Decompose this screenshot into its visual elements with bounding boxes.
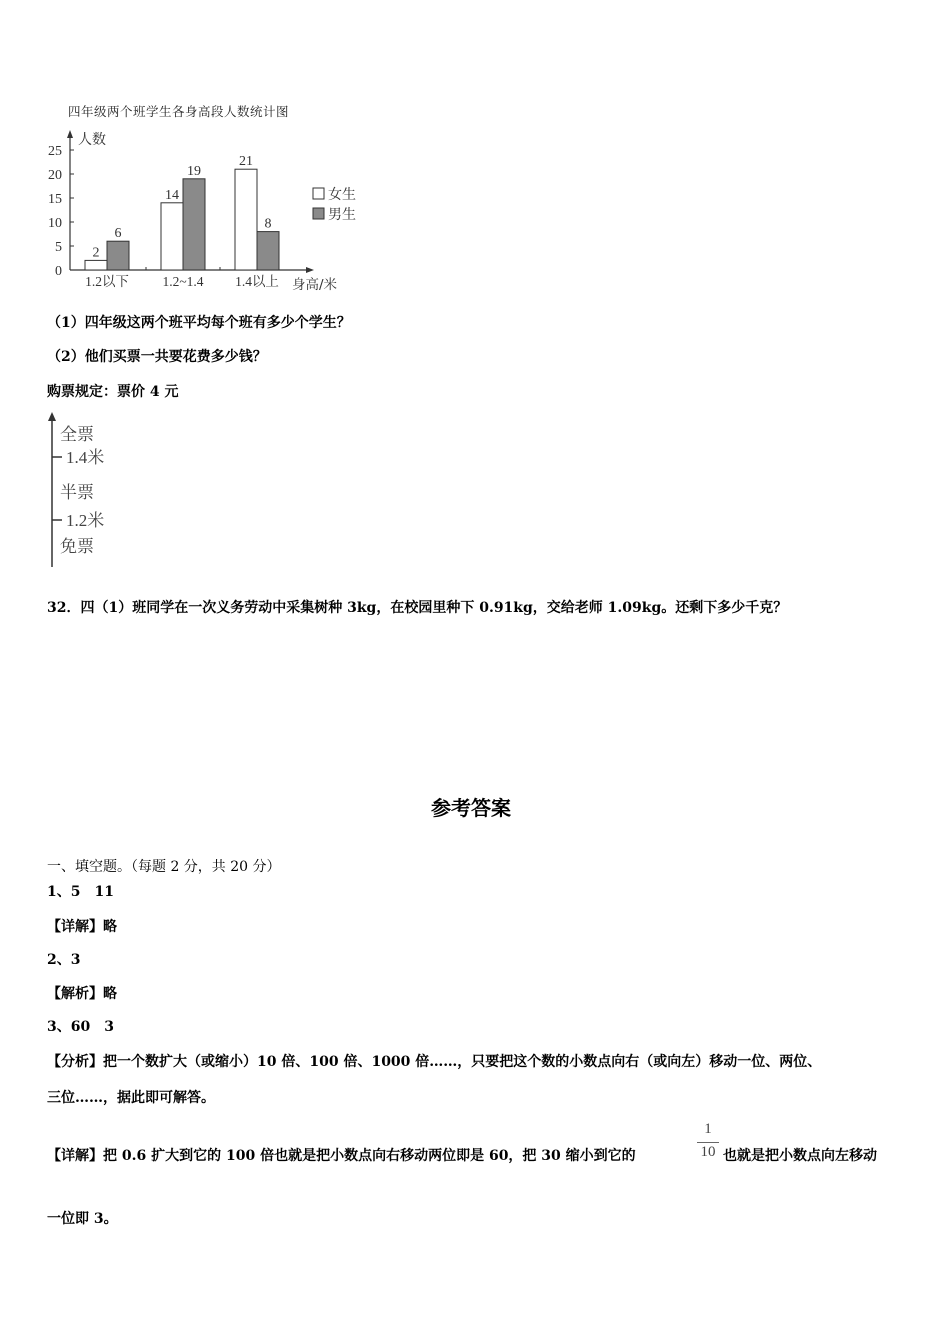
question-1: （1）四年级这两个班平均每个班有多少个学生？ [47, 315, 351, 331]
answer-3-detail-line2: 一位即 3。 [47, 1211, 118, 1227]
x-tick-label: 1.2~1.4 [162, 274, 204, 289]
legend-label: 女生 [328, 187, 356, 203]
bar-value-label: 19 [187, 163, 201, 179]
answer-3-analysis-line2: 三位……，据此即可解答。 [47, 1090, 215, 1106]
y-tick-label: 20 [48, 168, 62, 183]
answer-2: 2、3 [47, 952, 81, 968]
section-heading: 一、填空题。（每题 2 分，共 20 分） [47, 859, 281, 875]
y-tick-label: 0 [55, 264, 62, 279]
chart-title: 四年级两个班学生各身高段人数统计图 [68, 104, 290, 119]
answer-1-detail: 【详解】略 [47, 919, 117, 935]
fraction-denominator: 10 [700, 1144, 716, 1160]
x-tick-label: 1.4以上 [235, 274, 279, 289]
bar-value-label: 6 [114, 226, 122, 242]
bar-boys [183, 179, 205, 270]
bar-value-label: 21 [239, 154, 253, 170]
bar-girls [161, 203, 183, 270]
y-axis-label: 人数 [78, 132, 106, 148]
bar-value-label: 14 [165, 187, 179, 203]
y-tick-label: 10 [48, 216, 62, 231]
label-full-ticket: 全票 [60, 425, 94, 445]
ticket-axis-arrow-icon [48, 412, 56, 421]
ticket-diagram [40, 412, 160, 572]
answer-3-analysis-line1: 【分析】把一个数扩大（或缩小）10 倍、100 倍、1000 倍……，只要把这个数的小数点向右（或向左）移动一位、两位、 [47, 1054, 822, 1070]
question-2: （2）他们买票一共要花费多少钱？ [47, 349, 267, 365]
y-axis-arrow-icon [67, 130, 73, 138]
label-1-2m: 1.2米 [66, 511, 105, 530]
answer-1: 1、5 11 [47, 884, 114, 900]
label-free-ticket: 免票 [60, 537, 94, 557]
bar-boys [107, 241, 129, 270]
y-tick-label: 25 [48, 144, 62, 159]
ticket-rule: 购票规定：票价 4 元 [47, 384, 179, 400]
bar-girls [85, 260, 107, 270]
bar-girls [235, 169, 257, 270]
x-axis-arrow-icon [306, 267, 314, 273]
bar-chart [40, 122, 360, 322]
y-tick-label: 5 [55, 240, 62, 255]
fraction-numerator: 1 [704, 1121, 712, 1137]
x-tick-label: 1.2以下 [85, 274, 129, 289]
bar-boys [257, 232, 279, 270]
y-tick-label: 15 [48, 192, 62, 207]
question-32: 32．四（1）班同学在一次义务劳动中采集树种 3kg，在校园里种下 0.91kg，交给老师 1.09kg。还剩下多少千克？ [47, 600, 788, 616]
label-half-ticket: 半票 [60, 483, 94, 503]
answer-2-detail: 【解析】略 [47, 986, 117, 1002]
answer-3-detail-line1-end: 也就是把小数点向左移动 [723, 1148, 877, 1164]
answer-3: 3、60 3 [47, 1019, 114, 1035]
bar-value-label: 8 [264, 216, 272, 232]
legend-swatch-girls [313, 188, 324, 199]
legend-label: 男生 [328, 207, 356, 223]
answers-title: 参考答案 [431, 796, 511, 820]
label-1-4m: 1.4米 [66, 448, 105, 467]
legend-swatch-boys [313, 208, 324, 219]
answer-3-detail-line1: 【详解】把 0.6 扩大到它的 100 倍也就是把小数点向右移动两位即是 60，把 30 缩小到它的 [47, 1148, 636, 1164]
bar-value-label: 2 [92, 245, 100, 261]
fraction-bar [697, 1142, 719, 1143]
x-axis-label: 身高/米 [292, 277, 338, 293]
